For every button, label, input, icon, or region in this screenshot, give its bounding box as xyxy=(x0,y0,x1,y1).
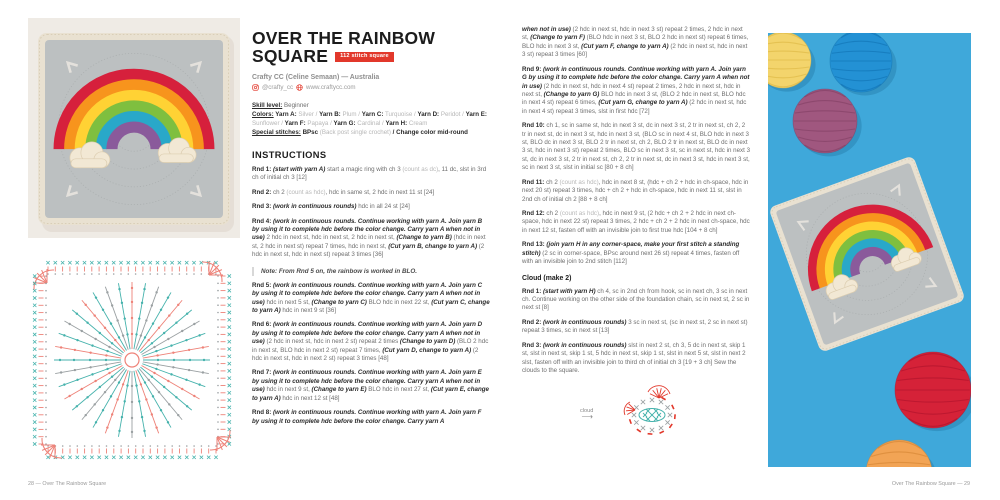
colors-list: Colors: Yarn A: Silver / Yarn B: Plum / Yarn C: Turquoise / Yarn D: Peridot / Yarn E: Sunflower / Yarn F: Papaya / Yarn G: Cardinal / Yarn H: Cream xyxy=(252,111,487,127)
cloud-round-2: Rnd 2: (work in continuous rounds) 3 sc in next st, (sc in next st, 2 sc in next st) repeat 3 times, sc in next st [13] xyxy=(522,318,748,335)
right-text-column xyxy=(522,26,750,445)
round-11: Rnd 11: ch 2 (count as hdc), hdc in next 8 st, (hdc + ch 2 + hdc in ch-space, hdc in next 20 st) repeat 3 times, hdc + ch 2 + hdc in ch-space, hdc in next 11 st, slst in 2nd ch of initial ch 2 [88 + 8 ch] xyxy=(522,178,749,203)
round-5: Rnd 5: (work in continuous rounds. Continue working with yarn A. Join yarn C by using it to complete hdc before the color change. Carry yarn A when not in use) hdc in next 5 st, (Change to yarn C) BLO hdc in next 22 st, (Cut yarn C, change to yarn A) hdc in next 9 st [36] xyxy=(252,281,490,314)
round-12: Rnd 12: ch 2 (count as hdc), hdc in next 9 st, (2 hdc + ch 2 + 2 hdc in next ch-space, hdc in next 22 st) repeat 3 times, 2 hdc + ch 2 + 2 hdc in next ch-space, hdc in next 12 st, fasten off with an invisible join to first true hdc [104 + 8 ch] xyxy=(522,210,750,234)
round-8-start: Rnd 8: (work in continuous rounds. Continue working with yarn A. Join yarn F by using it to complete hdc before the color change. Carry yarn A xyxy=(252,409,482,425)
page-title xyxy=(252,30,490,66)
social-links xyxy=(252,84,490,91)
round-4: Rnd 4: (work in continuous rounds. Continue working with yarn A. Join yarn B by using it to complete hdc before the color change. Carry yarn A when not in use) 2 hdc in next st, hdc in next st, 2 hdc in next st, (Change to yarn B) (hdc in next st, 2 hdc in next st) repeat 7 times, hdc in next st, (Cut yarn B, change to yarn A) (2 hdc in next st, hdc in next st) repeat 3 times [36] xyxy=(252,217,486,259)
cloud-chart-label: cloud ⟶ xyxy=(580,408,594,422)
round-1: Rnd 1: (start with yarn A) start a magic ring with ch 3 (count as dc), 11 dc, slst in 3rd ch of initial ch 3 [12] xyxy=(252,165,487,182)
blo-note: Note: From Rnd 5 on, the rainbow is worked in BLO. xyxy=(252,267,490,276)
left-text-column xyxy=(252,30,490,426)
materials-photo xyxy=(768,33,971,467)
cloud-chart-diagram xyxy=(605,383,697,445)
round-6: Rnd 6: (work in continuous rounds. Continue working with yarn A. Join yarn D by using it to complete hdc before the color change. Carry yarn A when not in use) (2 hdc in next st, hdc in next 2 st) repeat 2 times (Change to yarn D) (BLO 2 hdc in next st, BLO hdc in next 2 st) repeat 7 times, (Cut yarn D, change to yarn A) (2 hdc in next st, hdc in next 2 st) repeat 3 times [48] xyxy=(252,321,489,363)
rainbow-square-photo xyxy=(28,18,240,238)
page-number-right: Over The Rainbow Square — 29 xyxy=(891,481,970,487)
skill-level: Skill level: Beginner xyxy=(252,101,309,109)
designer-name: Crafty CC (Celine Semaan) — Australia xyxy=(252,73,380,81)
round-3: Rnd 3: (work in continuous rounds) hdc in all 24 st [24] xyxy=(252,203,410,211)
globe-icon xyxy=(296,84,303,91)
instagram-icon xyxy=(252,84,259,91)
arrow-right-icon: ⟶ xyxy=(581,412,592,422)
round-9: Rnd 9: (work in continuous rounds. Continue working with yarn A. Join yarn G by using it to complete hdc before the color change. Carry yarn A when not in use) (2 hdc in next st, hdc in next 4 st) repeat 2 times, 2 hdc in next st, hdc in next st, (Change to yarn G) BLO hdc in next 3 st, (BLO 2 hdc in next st, BLO hdc in next 4 st) repeat 6 times, (Cut yarn G, change to yarn A) (2 hdc in next st, hdc in next 4 st) repeat 3 times, slst in first hdc [72] xyxy=(522,65,750,115)
special-stitches: Special stitches: BPsc (Back post single crochet) / Change color mid-round xyxy=(252,129,468,137)
round-8-continued: when not in use) (2 hdc in next st, hdc in next 3 st) repeat 2 times, 2 hdc in next st, (Change to yarn F) (BLO hdc in next 3 st, BLO 2 hdc in next st) repeat 6 times, BLO hdc in next 3 st, (Cut yarn F, change to yarn A) (2 hdc in next st, hdc in next 3 st) repeat 3 times [60] xyxy=(522,26,749,59)
stitch-count-badge: 112 stitch square xyxy=(335,52,394,62)
page-number-left: 28 — Over The Rainbow Square xyxy=(28,481,107,487)
title-line-2: SQUARE xyxy=(252,45,329,66)
cloud-round-1: Rnd 1: (start with yarn H) ch 4, sc in 2nd ch from hook, sc in next ch, 3 sc in next ch. Continue working on the other side of the foundation chain, sc in next st, 2 sc in next st [8] xyxy=(522,287,750,312)
crochet-chart-diagram xyxy=(14,250,250,472)
round-2: Rnd 2: ch 2 (count as hdc), hdc in same st, 2 hdc in next 11 st [24] xyxy=(252,188,435,196)
round-10: Rnd 10: ch 1, sc in same st, hdc in next 3 st, dc in next 3 st, 2 tr in next st, ch 2, 2 tr in next st, dc in next 3 st, hdc in next 3 st, (BLO sc in next 4 st, BLO hdc in next 3 st, BLO dc in next 3 st, BLO 2 tr in next st, ch 2, BLO 2 tr in next st, BLO dc in next 3 st, hdc in next 3 st) repeat 2 times, BLO sc in next 3 st, sc in next st, hdc in next 3 st, dc in next 3 st, 2 tr in next st, ch 2, 2 tr in next st, dc in next 3 st, hdc in next 3 st, sc in next 3 st, slst in initial sc [80 + 8 ch] xyxy=(522,122,751,172)
pattern-meta xyxy=(252,102,490,138)
title-line-1: OVER THE RAINBOW xyxy=(252,28,436,48)
instructions-heading: INSTRUCTIONS xyxy=(252,149,327,160)
cloud-heading: Cloud (make 2) xyxy=(522,274,572,282)
website-url[interactable]: www.craftycc.com xyxy=(306,83,356,91)
cloud-chart-block xyxy=(580,383,750,445)
round-7: Rnd 7: (work in continuous rounds. Continue working with yarn A. Join yarn E by using it to complete hdc before the color change. Carry yarn A when not in use) hdc in next 9 st, (Change to yarn E) BLO hdc in next 27 st, (Cut yarn E, change to yarn A) hdc in next 12 st [48] xyxy=(252,369,489,402)
round-13: Rnd 13: (join yarn H in any corner-space, make your first stitch a standing stitch) (2 sc in corner-space, BPsc around next 26 st) repeat 4 times, fasten off with an invisible join to 2nd stitch [112] xyxy=(522,241,740,266)
instagram-handle[interactable]: @crafty_cc xyxy=(262,83,294,91)
cloud-round-3: Rnd 3: (work in continuous rounds) slst in next 2 st, ch 3, 5 dc in next st, skip 1 st, slst in next st, skip 1 st, 5 hdc in next st, skip 1 st, slst in next 5 st, slst in next 2 slst, fasten off with an invisible join to third ch of initial ch 3 [19 + 3 ch] Sew the clouds to the square. xyxy=(522,341,746,374)
